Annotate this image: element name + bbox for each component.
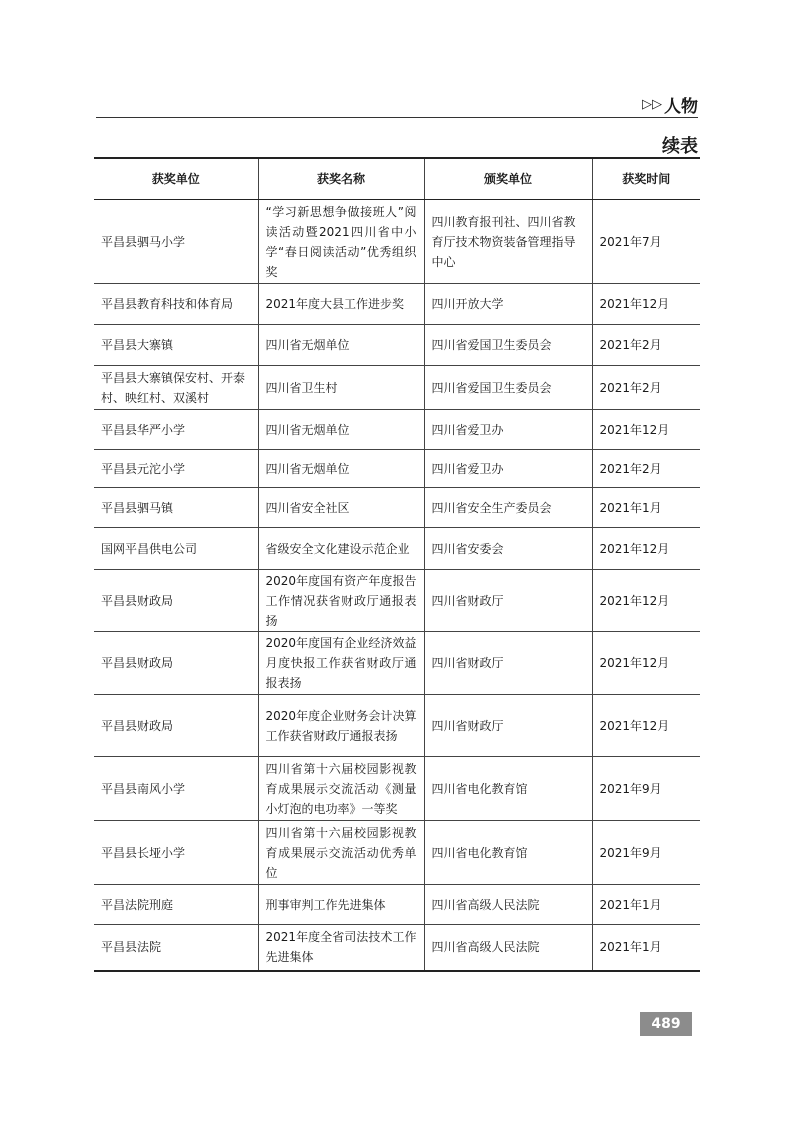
column-header: 获奖名称 (258, 158, 424, 200)
cell-time: 2021年2月 (592, 366, 700, 410)
running-header (642, 92, 698, 117)
table-row (94, 757, 700, 821)
cell-award: 刑事审判工作先进集体 (258, 885, 424, 925)
table-row (94, 200, 700, 284)
cell-time: 2021年7月 (592, 200, 700, 284)
table-row (94, 284, 700, 325)
cell-unit: 平昌县驷马镇 (94, 488, 258, 528)
table-row (94, 528, 700, 570)
cell-time: 2021年9月 (592, 757, 700, 821)
cell-award: 2020年度国有企业经济效益月度快报工作获省财政厅通报表扬 (258, 632, 424, 695)
table-row (94, 366, 700, 410)
table-row (94, 410, 700, 450)
cell-unit: 平昌县教育科技和体育局 (94, 284, 258, 325)
table-row (94, 488, 700, 528)
cell-award: “学习新思想争做接班人”阅读活动暨2021四川省中小学“春日阅读活动”优秀组织奖 (258, 200, 424, 284)
cell-issuer: 四川省财政厅 (424, 695, 592, 757)
table-row (94, 821, 700, 885)
cell-unit: 平昌县长垭小学 (94, 821, 258, 885)
header-rule (96, 117, 698, 118)
cell-award: 四川省第十六届校园影视教育成果展示交流活动《测量小灯泡的电功率》一等奖 (258, 757, 424, 821)
cell-time: 2021年1月 (592, 488, 700, 528)
cell-award: 2021年度大县工作进步奖 (258, 284, 424, 325)
table-row (94, 450, 700, 488)
cell-time: 2021年1月 (592, 885, 700, 925)
cell-issuer: 四川省高级人民法院 (424, 885, 592, 925)
cell-award: 四川省无烟单位 (258, 450, 424, 488)
table-row (94, 570, 700, 632)
page-number: 489 (640, 1012, 692, 1036)
cell-issuer: 四川省高级人民法院 (424, 925, 592, 971)
cell-award: 四川省卫生村 (258, 366, 424, 410)
cell-unit: 平昌县财政局 (94, 695, 258, 757)
cell-unit: 平昌法院刑庭 (94, 885, 258, 925)
cell-unit: 平昌县大寨镇保安村、开泰村、映红村、双溪村 (94, 366, 258, 410)
cell-award: 四川省第十六届校园影视教育成果展示交流活动优秀单位 (258, 821, 424, 885)
cell-time: 2021年12月 (592, 410, 700, 450)
cell-issuer: 四川省财政厅 (424, 632, 592, 695)
table-row (94, 885, 700, 925)
column-header: 获奖时间 (592, 158, 700, 200)
cell-time: 2021年2月 (592, 325, 700, 366)
table-row (94, 632, 700, 695)
cell-issuer: 四川省爱卫办 (424, 450, 592, 488)
cell-time: 2021年12月 (592, 570, 700, 632)
cell-issuer: 四川省爱卫办 (424, 410, 592, 450)
cell-unit: 平昌县财政局 (94, 632, 258, 695)
section-arrows-icon: ▷▷ (642, 97, 662, 112)
cell-award: 2020年度企业财务会计决算工作获省财政厅通报表扬 (258, 695, 424, 757)
cell-award: 四川省无烟单位 (258, 325, 424, 366)
cell-time: 2021年1月 (592, 925, 700, 971)
cell-time: 2021年12月 (592, 632, 700, 695)
cell-time: 2021年9月 (592, 821, 700, 885)
cell-unit: 国网平昌供电公司 (94, 528, 258, 570)
cell-award: 四川省无烟单位 (258, 410, 424, 450)
cell-issuer: 四川省安委会 (424, 528, 592, 570)
cell-unit: 平昌县驷马小学 (94, 200, 258, 284)
table-header-row (94, 158, 700, 200)
cell-award: 四川省安全社区 (258, 488, 424, 528)
cell-issuer: 四川省电化教育馆 (424, 821, 592, 885)
cell-unit: 平昌县大寨镇 (94, 325, 258, 366)
cell-issuer: 四川省爱国卫生委员会 (424, 366, 592, 410)
column-header: 获奖单位 (94, 158, 258, 200)
cell-issuer: 四川省财政厅 (424, 570, 592, 632)
section-label: 人物 (664, 97, 698, 117)
cell-unit: 平昌县法院 (94, 925, 258, 971)
cell-issuer: 四川开放大学 (424, 284, 592, 325)
cell-time: 2021年12月 (592, 284, 700, 325)
awards-table (94, 157, 700, 972)
table-row (94, 325, 700, 366)
cell-award: 2021年度全省司法技术工作先进集体 (258, 925, 424, 971)
cell-issuer: 四川省电化教育馆 (424, 757, 592, 821)
cell-time: 2021年12月 (592, 528, 700, 570)
cell-unit: 平昌县华严小学 (94, 410, 258, 450)
cell-issuer: 四川省爱国卫生委员会 (424, 325, 592, 366)
cell-unit: 平昌县财政局 (94, 570, 258, 632)
table-title: 续表 (662, 136, 698, 157)
table-row (94, 695, 700, 757)
cell-award: 省级安全文化建设示范企业 (258, 528, 424, 570)
table-row (94, 925, 700, 971)
cell-issuer: 四川省安全生产委员会 (424, 488, 592, 528)
cell-time: 2021年2月 (592, 450, 700, 488)
cell-issuer: 四川教育报刊社、四川省教育厅技术物资装备管理指导中心 (424, 200, 592, 284)
column-header: 颁奖单位 (424, 158, 592, 200)
cell-award: 2020年度国有资产年度报告工作情况获省财政厅通报表扬 (258, 570, 424, 632)
cell-unit: 平昌县元沱小学 (94, 450, 258, 488)
cell-time: 2021年12月 (592, 695, 700, 757)
cell-unit: 平昌县南风小学 (94, 757, 258, 821)
